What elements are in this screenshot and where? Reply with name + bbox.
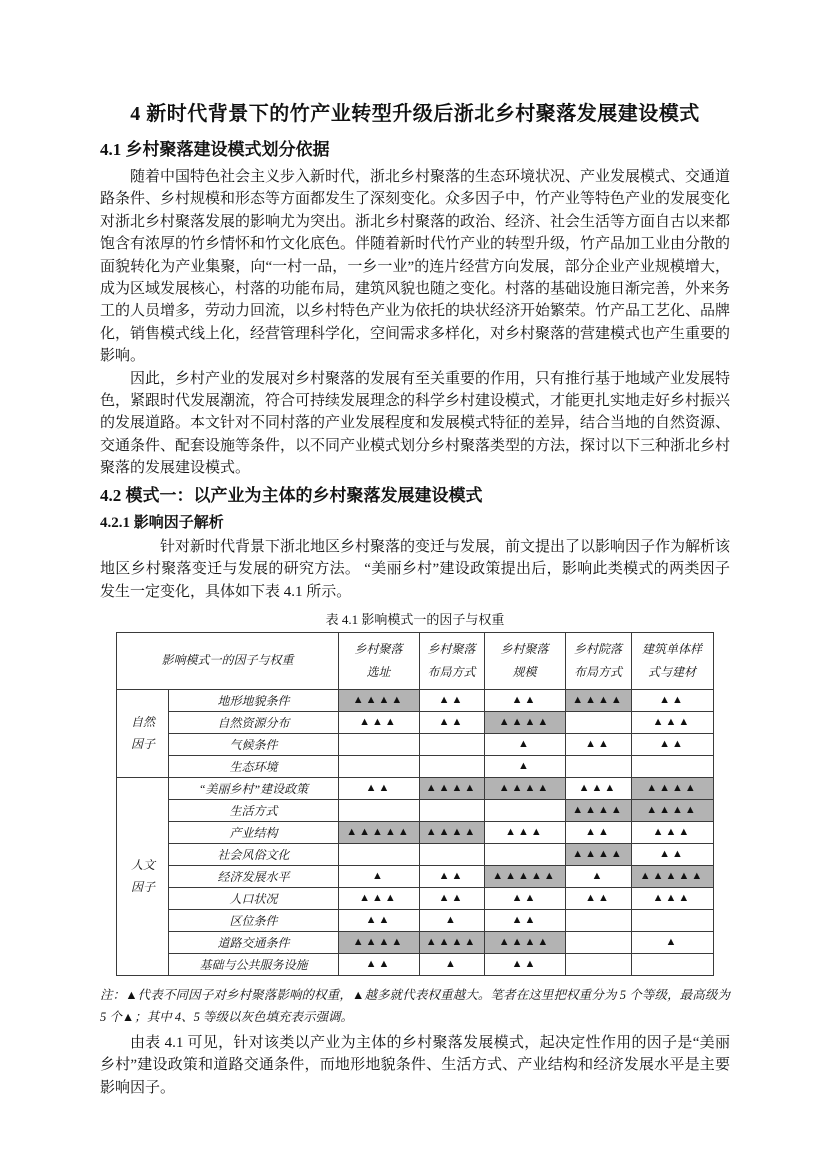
weight-cell bbox=[338, 843, 419, 865]
weight-cell: ▲▲▲▲ bbox=[338, 689, 419, 711]
heading-section-4-1: 4.1 乡村聚落建设模式划分依据 bbox=[100, 140, 330, 159]
table-row bbox=[117, 953, 713, 975]
factor-name: 社会风俗文化 bbox=[169, 843, 338, 865]
weight-cell: ▲▲ bbox=[565, 887, 631, 909]
weight-cell bbox=[484, 799, 565, 821]
table-row bbox=[117, 733, 713, 755]
factor-name: 生活方式 bbox=[169, 799, 338, 821]
weight-cell: ▲ bbox=[419, 909, 484, 931]
weight-cell bbox=[419, 733, 484, 755]
weight-cell: ▲▲▲▲ bbox=[484, 711, 565, 733]
weight-cell: ▲▲ bbox=[419, 711, 484, 733]
weight-cell bbox=[631, 953, 713, 975]
weight-cell: ▲▲▲ bbox=[631, 821, 713, 843]
factor-name: 生态环境 bbox=[169, 755, 338, 777]
table-header-row bbox=[117, 632, 713, 689]
weight-cell bbox=[565, 909, 631, 931]
paragraph-41-1: 随着中国特色社会主义步入新时代，浙北乡村聚落的生态环境状况、产业发展模式、交通道路条件、乡村规模和形态等方面都发生了深刻变化。众多因子中，竹产业等特色产业的发展变化对浙北乡村聚落发展的影响尤为突出。浙北乡村聚落的政治、经济、社会生活等方面自古以来都饱含有浓厚的竹乡情怀和竹文化底色。伴随着新时代竹产业的转型升级，竹产品加工业由分散的面貌转化为产业集聚，向“一村一品，一乡一业”的连片经营方向发展，部分企业产业规模增大，成为区域发展核心，村落的功能布局，建筑风貌也随之变化。村落的基础设施日渐完善，外来务工的人员增多，劳动力回流，以乡村特色产业为依托的块状经济开始繁荣。竹产品工艺化、品牌化，销售模式线上化，经营管理科学化，空间需求多样化，对乡村聚落的营建模式也产生重要的影响。 bbox=[100, 169, 731, 365]
table-row bbox=[117, 799, 713, 821]
weight-cell: ▲▲▲▲ bbox=[419, 821, 484, 843]
column-header: 建筑单体样 式与建材 bbox=[631, 632, 713, 689]
weight-cell bbox=[338, 799, 419, 821]
factors-weights-table bbox=[116, 632, 713, 976]
table-row bbox=[117, 755, 713, 777]
factor-name: 地形地貌条件 bbox=[169, 689, 338, 711]
table-row bbox=[117, 887, 713, 909]
weight-cell bbox=[419, 799, 484, 821]
factor-name: “美丽乡村”建设政策 bbox=[169, 777, 338, 799]
page-title: 4 新时代背景下的竹产业转型升级后浙北乡村聚落发展建设模式 bbox=[130, 103, 700, 125]
weight-cell: ▲▲ bbox=[419, 689, 484, 711]
weight-cell bbox=[338, 755, 419, 777]
weight-cell bbox=[565, 755, 631, 777]
table-row bbox=[117, 777, 713, 799]
weight-cell: ▲▲▲▲ bbox=[565, 799, 631, 821]
weight-cell: ▲▲▲▲▲ bbox=[484, 865, 565, 887]
weight-cell: ▲▲ bbox=[484, 689, 565, 711]
weight-cell: ▲▲ bbox=[484, 909, 565, 931]
table-caption: 表 4.1 影响模式一的因子与权重 bbox=[325, 611, 505, 627]
factor-group-label: 自然 因子 bbox=[117, 689, 169, 777]
heading-section-4-2: 4.2 模式一：以产业为主体的乡村聚落发展建设模式 bbox=[100, 485, 483, 505]
table-row bbox=[117, 689, 713, 711]
column-header: 乡村聚落 规模 bbox=[484, 632, 565, 689]
weight-cell: ▲▲▲▲ bbox=[565, 843, 631, 865]
weight-cell bbox=[484, 843, 565, 865]
weight-cell: ▲ bbox=[419, 953, 484, 975]
weight-cell: ▲ bbox=[631, 931, 713, 953]
weight-cell: ▲▲▲ bbox=[631, 711, 713, 733]
weight-cell: ▲▲▲ bbox=[338, 887, 419, 909]
table-row bbox=[117, 821, 713, 843]
table-row bbox=[117, 711, 713, 733]
weight-cell: ▲▲▲▲▲ bbox=[338, 821, 419, 843]
weight-cell: ▲▲▲▲ bbox=[631, 777, 713, 799]
weight-cell: ▲▲ bbox=[484, 887, 565, 909]
table-note: 注：▲代表不同因子对乡村聚落影响的权重，▲越多就代表权重越大。笔者在这里把权重分为 5 个等级，最高级为 5 个▲；其中 4、5 等级以灰色填充表示强调。 bbox=[100, 987, 730, 1024]
weight-cell: ▲▲▲ bbox=[484, 821, 565, 843]
weight-cell bbox=[419, 843, 484, 865]
paragraph-421-2: 由表 4.1 可见，针对该类以产业为主体的乡村聚落发展模式，起决定性作用的因子是“美丽乡村”建设政策和道路交通条件，而地形地貌条件、生活方式、产业结构和经济发展水平是主要影响因子。 bbox=[100, 1034, 730, 1096]
weight-cell: ▲▲▲▲ bbox=[484, 931, 565, 953]
weight-cell: ▲▲ bbox=[565, 821, 631, 843]
factor-name: 气候条件 bbox=[169, 733, 338, 755]
weight-cell: ▲▲ bbox=[565, 733, 631, 755]
weight-cell bbox=[419, 755, 484, 777]
weight-cell: ▲ bbox=[484, 755, 565, 777]
table-row bbox=[117, 909, 713, 931]
factor-name: 人口状况 bbox=[169, 887, 338, 909]
weight-cell bbox=[565, 953, 631, 975]
weight-cell: ▲▲ bbox=[631, 733, 713, 755]
weight-cell: ▲▲▲▲ bbox=[338, 931, 419, 953]
weight-cell: ▲▲ bbox=[419, 887, 484, 909]
weight-cell: ▲▲ bbox=[338, 777, 419, 799]
weight-cell: ▲ bbox=[484, 733, 565, 755]
heading-section-4-2-1: 4.2.1 影响因子解析 bbox=[100, 514, 224, 531]
weight-cell: ▲▲ bbox=[631, 843, 713, 865]
weight-cell bbox=[631, 909, 713, 931]
weight-cell: ▲▲ bbox=[338, 909, 419, 931]
weight-cell: ▲▲ bbox=[419, 865, 484, 887]
paragraph-421-1: 针对新时代背景下浙北地区乡村聚落的变迁与发展，前文提出了以影响因子作为解析该地区乡村聚落变迁与发展的研究方法。 “美丽乡村”建设政策提出后，影响此类模式的两类因子发生一定变化，具体如下表 4.1 所示。 bbox=[100, 538, 731, 600]
weight-cell: ▲▲▲▲ bbox=[631, 799, 713, 821]
factor-name: 道路交通条件 bbox=[169, 931, 338, 953]
weight-cell: ▲▲ bbox=[631, 689, 713, 711]
table-row bbox=[117, 865, 713, 887]
weight-cell bbox=[565, 931, 631, 953]
column-header: 乡村聚落 选址 bbox=[338, 632, 419, 689]
weight-cell: ▲ bbox=[565, 865, 631, 887]
factor-name: 区位条件 bbox=[169, 909, 338, 931]
factor-name: 基础与公共服务设施 bbox=[169, 953, 338, 975]
weight-cell: ▲▲▲▲ bbox=[419, 777, 484, 799]
factor-name: 产业结构 bbox=[169, 821, 338, 843]
weight-cell: ▲▲▲▲ bbox=[419, 931, 484, 953]
column-header: 乡村院落 布局方式 bbox=[565, 632, 631, 689]
table-row bbox=[117, 931, 713, 953]
weight-cell: ▲ bbox=[338, 865, 419, 887]
weight-cell: ▲▲▲▲▲ bbox=[631, 865, 713, 887]
weight-cell: ▲▲▲ bbox=[338, 711, 419, 733]
table-row bbox=[117, 843, 713, 865]
weight-cell: ▲▲▲ bbox=[565, 777, 631, 799]
factor-name: 经济发展水平 bbox=[169, 865, 338, 887]
weight-cell bbox=[631, 755, 713, 777]
weight-cell: ▲▲▲▲ bbox=[565, 689, 631, 711]
weight-cell: ▲▲ bbox=[338, 953, 419, 975]
paragraph-41-2: 因此，乡村产业的发展对乡村聚落的发展有至关重要的作用，只有推行基于地域产业发展特色，紧跟时代发展潮流，符合可持续发展理念的科学乡村建设模式，才能更扎实地走好乡村振兴的发展道路。本文针对不同村落的产业发展程度和发展模式特征的差异，结合当地的自然资源、交通条件、配套设施等条件，以不同产业模式划分乡村聚落类型的方法，探讨以下三种浙北乡村聚落的发展建设模式。 bbox=[100, 370, 731, 477]
weight-cell: ▲▲▲ bbox=[631, 887, 713, 909]
weight-cell: ▲▲▲▲ bbox=[484, 777, 565, 799]
weight-cell: ▲▲ bbox=[484, 953, 565, 975]
weight-cell bbox=[338, 733, 419, 755]
factor-group-label: 人文 因子 bbox=[117, 777, 169, 975]
factor-name: 自然资源分布 bbox=[169, 711, 338, 733]
column-header: 乡村聚落 布局方式 bbox=[419, 632, 484, 689]
weight-cell bbox=[565, 711, 631, 733]
table-corner-header: 影响模式一的因子与权重 bbox=[117, 632, 338, 689]
